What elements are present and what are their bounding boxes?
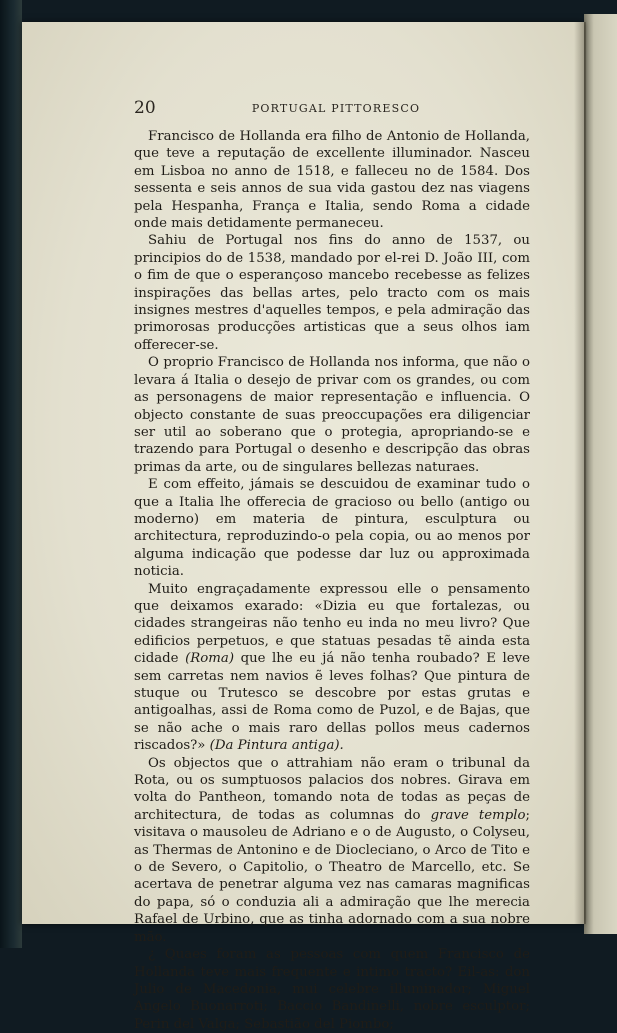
running-title: PORTUGAL PITTORESCO [251,102,421,115]
quotation-part-1: Muito engraçadamente expressou elle o pensamento que deixamos exarado: «Dizia eu que fortalezas, ou cidades strangeiras não tenho eu inda no meu livro? Que edificios perpetuos, e que statuas pesadas tẽ ainda esta cidade [134,581,530,667]
regnal-number: III [477,250,494,266]
page-header [134,98,530,120]
paragraph-5 [134,581,530,755]
paragraph-4: E com effeito, jámais se descuidou de examinar tudo o que a Italia lhe offerecia de gracioso ou bello (antigo ou moderno) em materia de pintura, esculptura ou architectura, reproduzindo-o pela copia, ou ao menos por alguma indicação que podesse dar luz ou approximada noticia. [134,477,530,580]
paragraph-1: Francisco de Hollanda era filho de Antonio de Hollanda, que teve a reputação de excellente illuminador. Nasceu em Lisboa no anno de 1518, e falleceu no de 1584. Dos sessenta e seis annos de sua vida gastou dez nas viagens pela Hespanha, França e Italia, sendo Roma a cidade onde mais detidamente permaneceu. [134,129,530,232]
italic-roma: (Roma) [185,651,235,667]
body-text [134,128,530,1033]
paragraph-2 [134,232,530,354]
paragraph-6-continued: ; visitava o mausoleu de Adriano e o de Augusto, o Colyseu, as Thermas de Antonino e de Diocleciano, o Arco de Tito e o de Severo, o Capitolio, o Theatro de Marcello, etc. Se acertava de penetrar alguma vez nas camaras magnificas do papa, só o conduzia ali a admiração que lhe merecia Rafael de Urbino, que as tinha adornado com a sua nobre mão. [134,807,530,945]
paragraph-3: O proprio Francisco de Hollanda nos informa, que não o levara á Italia o desejo de privar com os grandes, ou com as personagens de maior representação e influencia. O objecto constante de suas preoccupações era diligenciar ser util ao soberano que o protegia, apropriando-se e trazendo para Portugal o desenho e descripção das obras primas da arte, ou de singulares bellezas naturaes. [134,355,530,475]
adjacent-page-edge [584,14,617,934]
quotation-part-2: que lhe eu já não tenha roubado? E leve sem carretas nem navios ẽ leves folhas? Que pintura de stuque ou Trutesco se descobre por estas grutas e antigoalhas, assi de Roma como de Puzol, e de Bajas, que se não ache o mais raro dellas pollos meus cadernos riscados?» [134,651,530,754]
paragraph-7: ¿ Quaes foram as pessoas com quem Francisco de Hollanda teve mais frequente e intimo tracto? Eil-as: don Julio de Macedonia, mui celebre illuminador; Miguel Angelo Buonarroti; Baccio Bandinelli, nobre esculptor; Perin del Valga; Sebastião del Piombo; [134,947,530,1032]
paragraph-6-text: Os objectos que o attrahiam não eram o tribunal da Rota, ou os sumptuosos palacios dos nobres. Girava em volta do Pantheon, tomando nota de todas as peças de architectura, de todas as columnas do [134,755,530,823]
page-number: 20 [134,98,156,118]
paragraph-2-continued: , com o fim de que o esperançoso mancebo recebesse as felizes inspirações das bellas artes, pelo tracto com os mais insignes mestres d'aquelles tempos, e pela admiração das primorosas producções artisticas que a seus olhos iam offerecer-se. [134,250,531,353]
citation: (Da Pintura antiga). [209,738,344,754]
paragraph-2-text: Sahiu de Portugal nos fins do anno de 1537, ou principios do de 1538, mandado por el-rei D. João [134,233,530,266]
scan-background-left [0,0,22,948]
paragraph-6 [134,755,530,946]
italic-grave-templo: grave templo [430,807,526,823]
gutter-shadow [574,22,586,924]
